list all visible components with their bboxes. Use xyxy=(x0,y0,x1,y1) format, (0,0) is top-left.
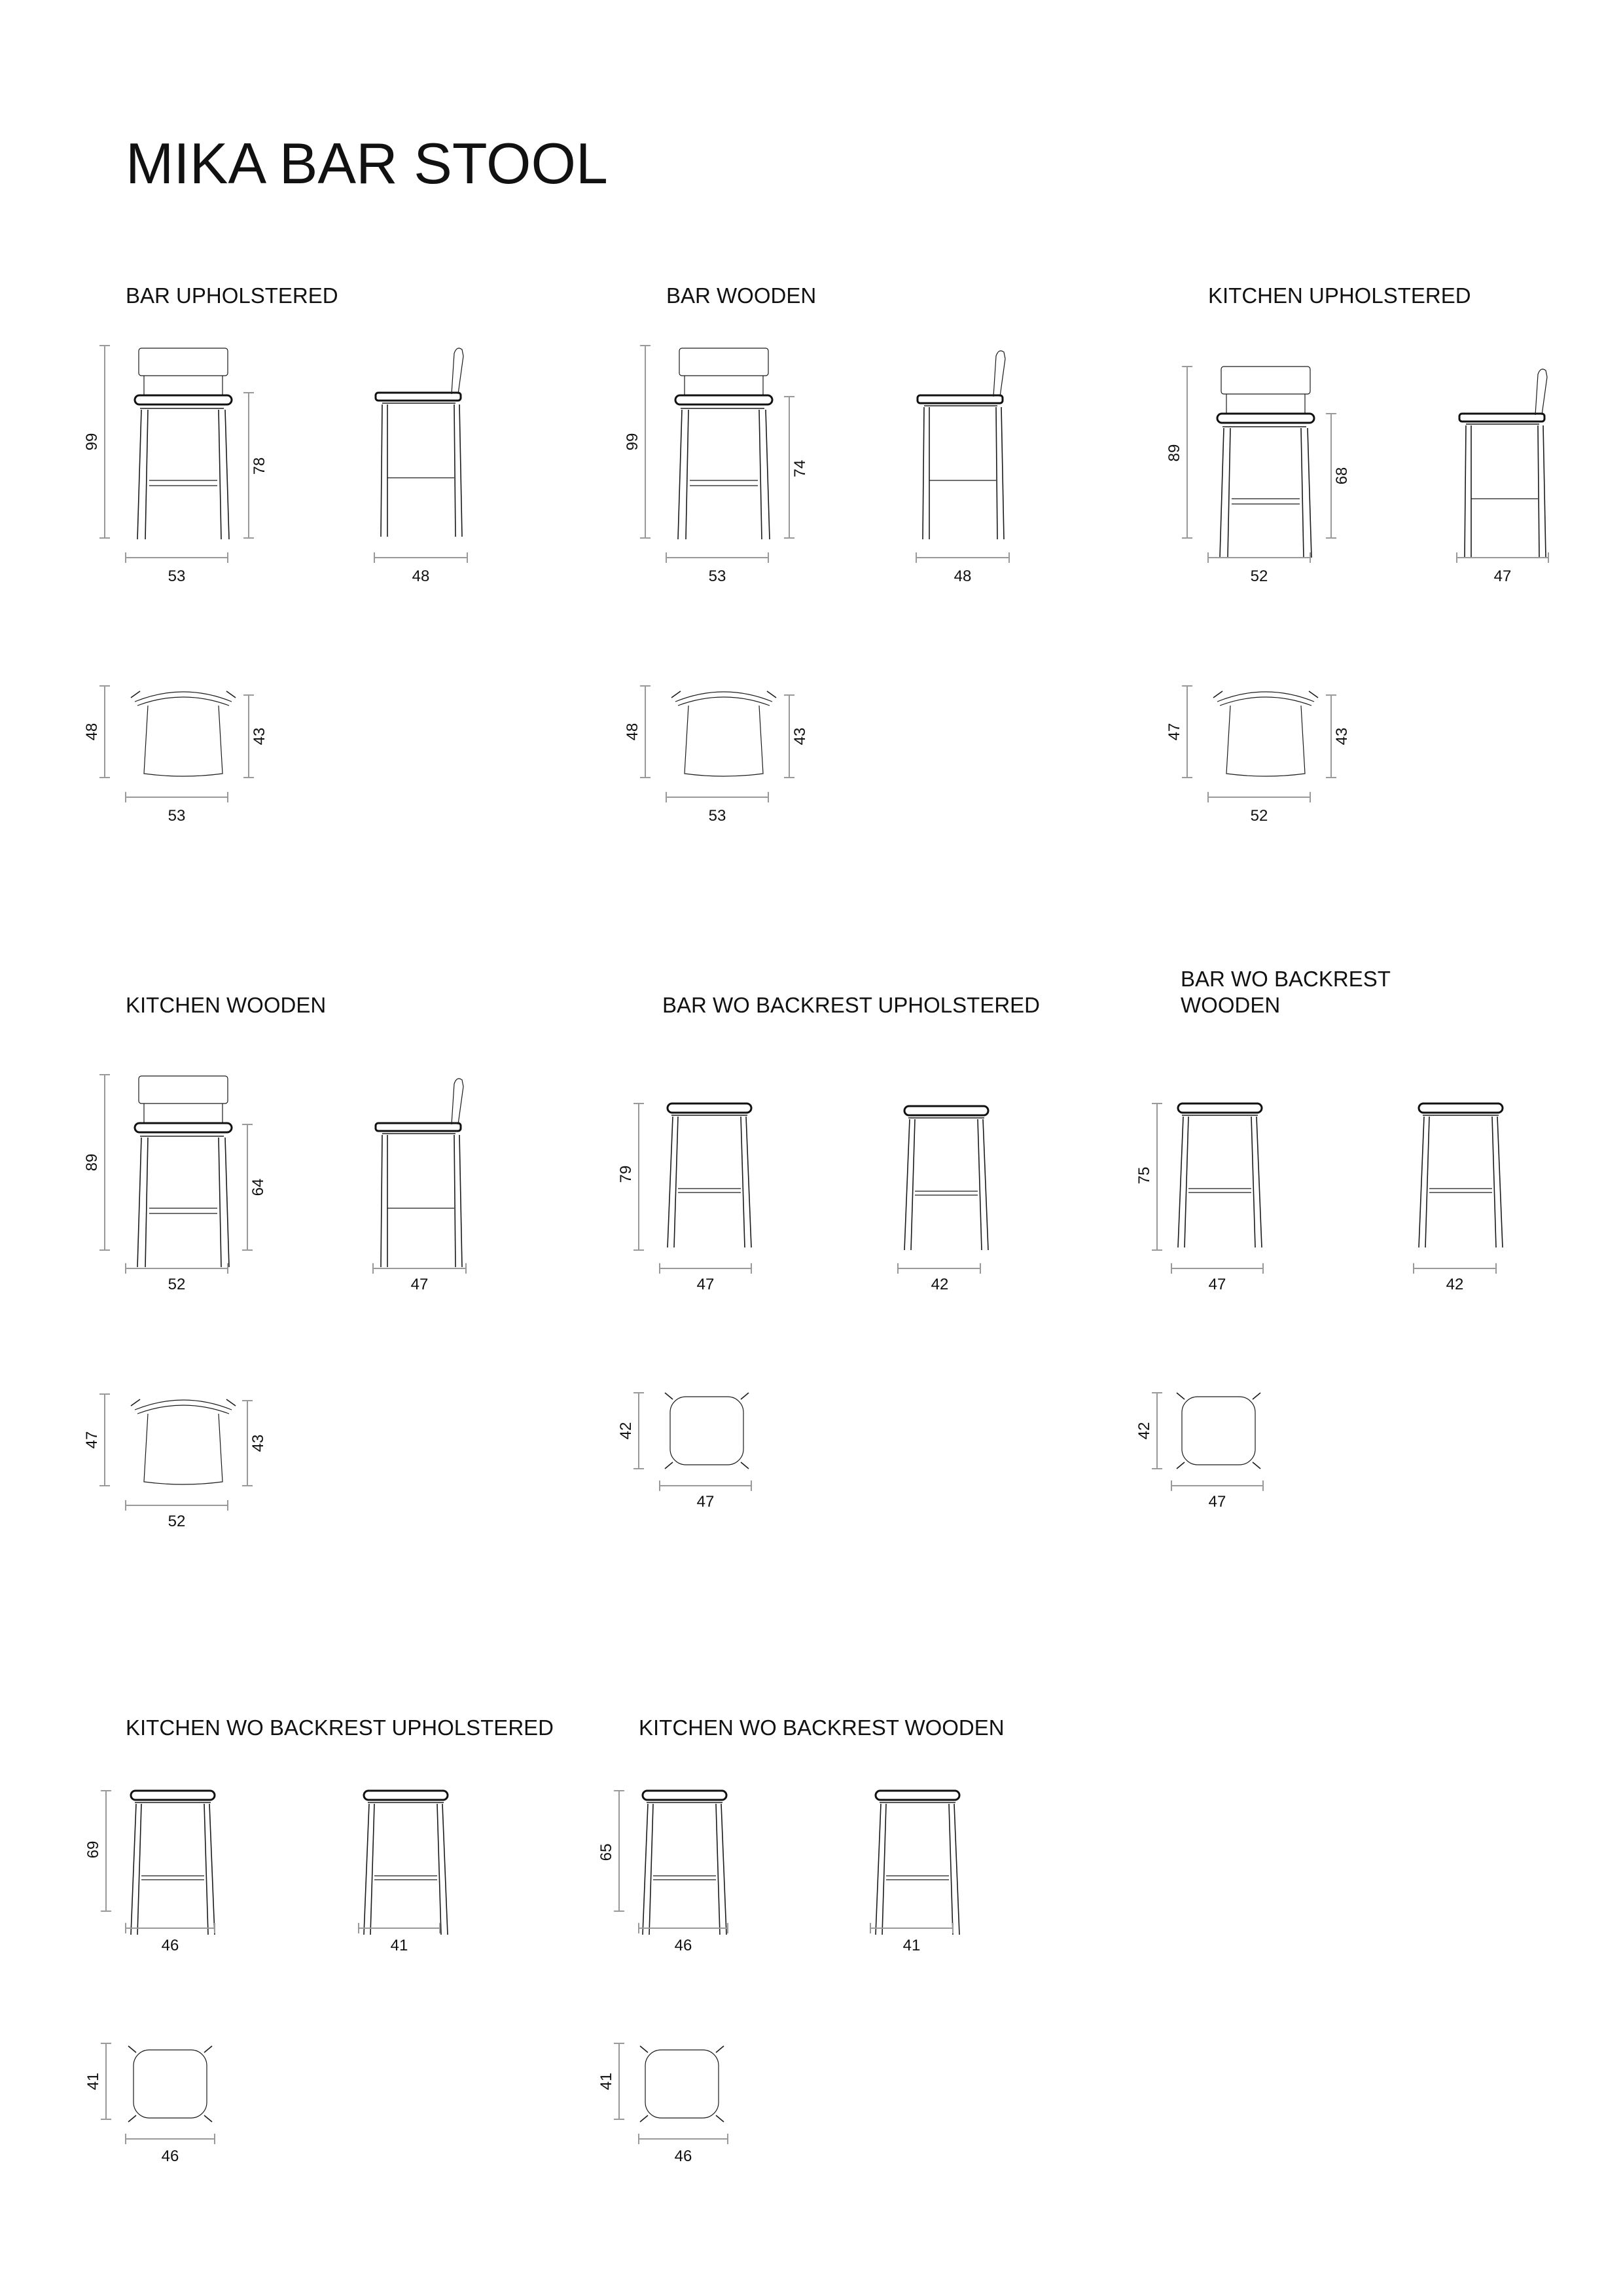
dimension-depth: 48 xyxy=(624,723,641,741)
dimension-width: 53 xyxy=(168,807,186,825)
dimension-height: 99 xyxy=(624,433,641,451)
dimension-width: 46 xyxy=(161,2147,179,2165)
dimension-depth: 48 xyxy=(83,723,101,741)
section-title-kitchen-upholstered: KITCHEN UPHOLSTERED xyxy=(1208,283,1471,308)
section-title-bar-wooden: BAR WOODEN xyxy=(666,283,817,308)
dimension-width: 47 xyxy=(696,1276,715,1293)
bar-wo-backrest-upholstered-top-view xyxy=(617,1393,751,1511)
dimension-seat-height: 78 xyxy=(251,457,268,475)
dimension-depth-inner: 43 xyxy=(251,727,268,745)
dimension-width: 46 xyxy=(674,1937,692,1954)
dimension-seat-height: 74 xyxy=(791,459,809,478)
kitchen-wo-backrest-upholstered-side-view xyxy=(359,1791,448,1954)
bar-upholstered-front-view xyxy=(83,346,268,585)
dimension-depth: 41 xyxy=(84,2072,102,2090)
bar-wo-backrest-wooden-top-view xyxy=(1135,1393,1263,1511)
bar-upholstered-top-view xyxy=(83,686,268,825)
dimension-depth: 47 xyxy=(1166,723,1183,741)
dimension-width: 52 xyxy=(168,1513,186,1530)
dimension-depth: 42 xyxy=(931,1276,949,1293)
page-title: MIKA BAR STOOL xyxy=(126,131,608,196)
dimension-height: 89 xyxy=(1166,444,1183,462)
dimension-depth: 42 xyxy=(1446,1276,1464,1293)
kitchen-wo-backrest-wooden-top-view xyxy=(597,2043,728,2165)
dimension-width: 53 xyxy=(708,567,726,585)
dimension-depth-inner: 43 xyxy=(791,727,809,745)
dimension-width: 53 xyxy=(708,807,726,825)
dimension-depth: 48 xyxy=(954,567,972,585)
dimension-width: 46 xyxy=(674,2147,692,2165)
dimension-width: 53 xyxy=(168,567,186,585)
bar-wooden-front-view xyxy=(624,346,809,585)
dimension-depth: 41 xyxy=(390,1937,408,1954)
bar-wooden-side-view xyxy=(916,351,1009,585)
dimension-depth: 47 xyxy=(83,1431,101,1449)
bar-wooden-top-view xyxy=(624,686,809,825)
kitchen-upholstered-top-view xyxy=(1166,686,1351,825)
kitchen-wo-backrest-wooden-front-view xyxy=(597,1791,728,1954)
dimension-depth: 41 xyxy=(597,2072,615,2090)
dimension-width: 46 xyxy=(161,1937,179,1954)
kitchen-upholstered-front-view xyxy=(1166,367,1351,585)
bar-wo-backrest-upholstered-front-view xyxy=(617,1103,751,1293)
dimension-depth: 48 xyxy=(412,567,430,585)
bar-wo-backrest-upholstered-side-view xyxy=(898,1106,988,1293)
kitchen-wooden-side-view xyxy=(373,1079,466,1293)
dimension-height: 75 xyxy=(1135,1166,1153,1185)
kitchen-upholstered-side-view xyxy=(1457,369,1548,585)
section-title-bar-wo-backrest-upholstered: BAR WO BACKREST UPHOLSTERED xyxy=(662,993,1041,1017)
dimension-width: 47 xyxy=(696,1493,715,1511)
kitchen-wooden-front-view xyxy=(83,1075,267,1293)
dimension-height: 65 xyxy=(597,1843,615,1861)
dimension-height: 89 xyxy=(83,1153,101,1172)
section-title-bar-upholstered: BAR UPHOLSTERED xyxy=(126,283,338,308)
kitchen-wo-backrest-upholstered-front-view xyxy=(84,1791,215,1954)
section-title-bar-wo-backrest-wooden: BAR WO BACKREST WOODEN xyxy=(1181,967,1391,1017)
dimension-seat-height: 64 xyxy=(249,1178,267,1196)
dimension-depth: 47 xyxy=(410,1276,429,1293)
dimension-seat-height: 68 xyxy=(1333,467,1351,485)
dimension-height: 69 xyxy=(84,1840,102,1859)
dimension-height: 99 xyxy=(83,433,101,451)
section-title-kitchen-wooden: KITCHEN WOODEN xyxy=(126,993,327,1017)
dimension-depth: 41 xyxy=(902,1937,921,1954)
dimension-depth-inner: 43 xyxy=(1333,727,1351,745)
dimension-depth: 47 xyxy=(1493,567,1512,585)
dimension-depth-inner: 43 xyxy=(249,1434,267,1452)
dimension-width: 52 xyxy=(1250,567,1268,585)
kitchen-wo-backrest-wooden-side-view xyxy=(870,1791,959,1954)
section-title-kitchen-wo-backrest-wooden: KITCHEN WO BACKREST WOODEN xyxy=(639,1715,1005,1740)
dimension-height: 79 xyxy=(617,1165,635,1183)
dimension-width: 47 xyxy=(1208,1493,1226,1511)
kitchen-wooden-top-view xyxy=(83,1394,267,1530)
bar-upholstered-side-view xyxy=(374,348,467,585)
kitchen-wo-backrest-upholstered-top-view xyxy=(84,2043,215,2165)
dimension-width: 52 xyxy=(1250,807,1268,825)
dimension-depth: 42 xyxy=(1135,1422,1153,1440)
dimension-width: 47 xyxy=(1208,1276,1226,1293)
section-title-kitchen-wo-backrest-upholstered: KITCHEN WO BACKREST UPHOLSTERED xyxy=(126,1715,554,1740)
dimension-depth: 42 xyxy=(617,1422,635,1440)
dimension-width: 52 xyxy=(168,1276,186,1293)
bar-wo-backrest-wooden-front-view xyxy=(1135,1103,1263,1293)
bar-wo-backrest-wooden-side-view xyxy=(1414,1103,1503,1293)
